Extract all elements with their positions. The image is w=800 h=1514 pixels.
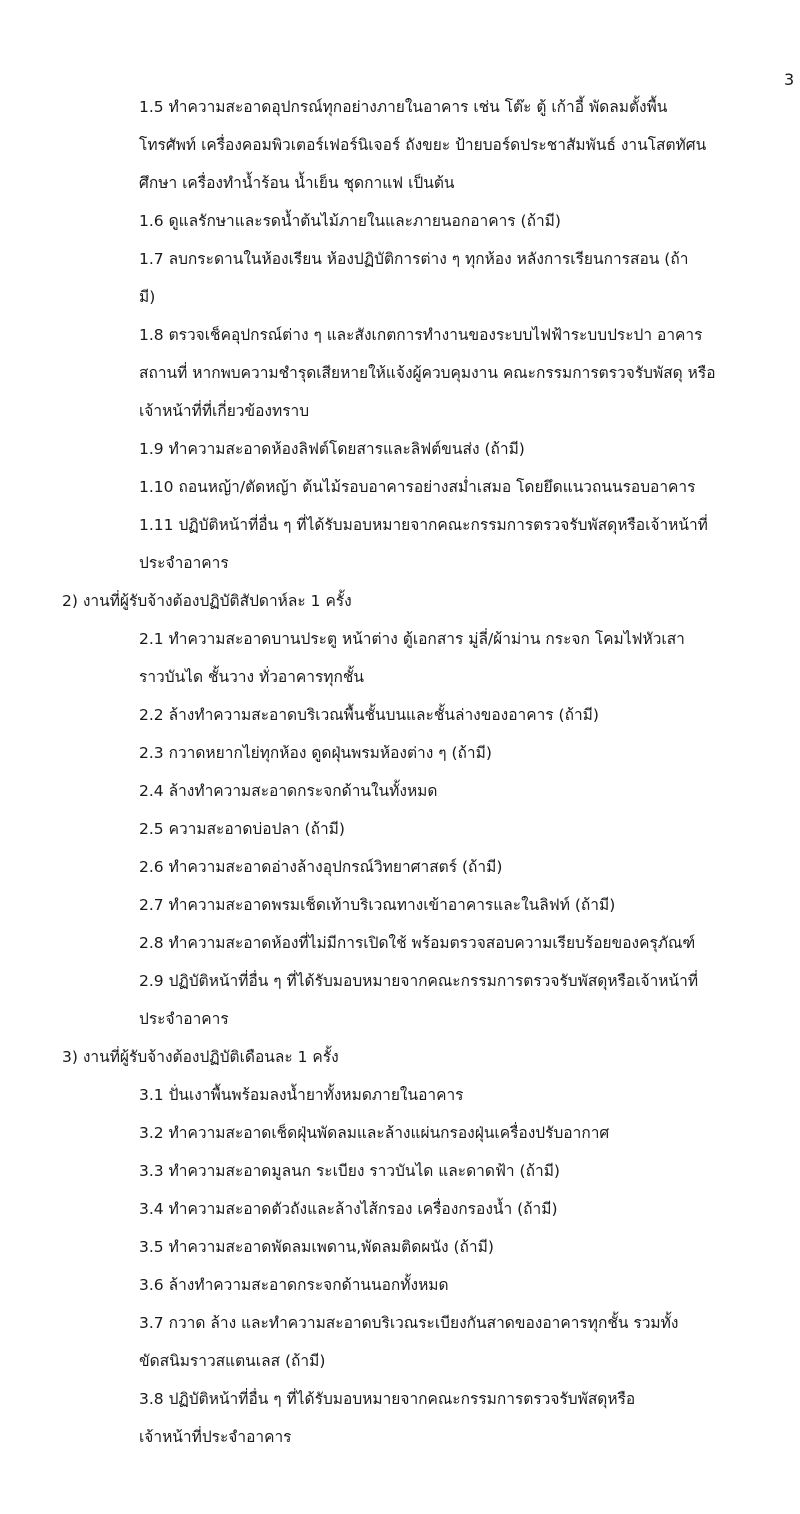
text-line: ศึกษา เครื่องทำน้ำร้อน น้ำเย็น ชุดกาแฟ เป็นต้น [139, 174, 455, 192]
text-line: มี) [139, 288, 156, 306]
text-line: 2.9 ปฏิบัติหน้าที่อื่น ๆ ที่ได้รับมอบหมายจากคณะกรรมการตรวจรับพัสดุหรือเจ้าหน้าที่ [139, 972, 699, 990]
text-line: ประจำอาคาร [139, 554, 229, 572]
item-1-9: 1.9 ทำความสะอาดห้องลิฟต์โดยสารและลิฟต์ขนส่ง (ถ้ามี) [139, 440, 525, 458]
text-line: เจ้าหน้าที่ที่เกี่ยวข้องทราบ [139, 402, 310, 420]
item-1-6: 1.6 ดูแลรักษาและรดน้ำต้นไม้ภายในและภายนอกอาคาร (ถ้ามี) [139, 212, 561, 230]
item-3-5: 3.5 ทำความสะอาดพัดลมเพดาน,พัดลมติดผนัง (ถ้ามี) [139, 1238, 494, 1256]
text-line: ประจำอาคาร [139, 1010, 229, 1028]
item-2-3: 2.3 กวาดหยากไย่ทุกห้อง ดูดฝุ่นพรมห้องต่าง ๆ (ถ้ามี) [139, 744, 492, 762]
item-2-7: 2.7 ทำความสะอาดพรมเช็ดเท้าบริเวณทางเข้าอาคารและในลิฟท์ (ถ้ามี) [139, 896, 616, 914]
item-3-6: 3.6 ล้างทำความสะอาดกระจกด้านนอกทั้งหมด [139, 1276, 449, 1294]
item-2-5: 2.5 ความสะอาดบ่อปลา (ถ้ามี) [139, 820, 345, 838]
item-3-3: 3.3 ทำความสะอาดมูลนก ระเบียง ราวบันได และดาดฟ้า (ถ้ามี) [139, 1162, 560, 1180]
section-heading-3: 3) งานที่ผู้รับจ้างต้องปฏิบัติเดือนละ 1 ครั้ง [62, 1048, 339, 1066]
text-line: ขัดสนิมราวสแตนเลส (ถ้ามี) [139, 1352, 326, 1370]
item-2-6: 2.6 ทำความสะอาดอ่างล้างอุปกรณ์วิทยาศาสตร์ (ถ้ามี) [139, 858, 503, 876]
page-number: 3 [784, 70, 795, 89]
text-line: เจ้าหน้าที่ประจำอาคาร [139, 1428, 292, 1446]
text-line: สถานที่ หากพบความชำรุดเสียหายให้แจ้งผู้ควบคุมงาน คณะกรรมการตรวจรับพัสดุ หรือ [139, 364, 716, 382]
text-line: 1.7 ลบกระดานในห้องเรียน ห้องปฏิบัติการต่าง ๆ ทุกห้อง หลังการเรียนการสอน (ถ้า [139, 250, 689, 268]
item-3-1: 3.1 ปั่นเงาพื้นพร้อมลงน้ำยาทั้งหมดภายในอาคาร [139, 1086, 464, 1104]
text-line: ราวบันได ชั้นวาง ทั่วอาคารทุกชั้น [139, 668, 365, 686]
item-3-2: 3.2 ทำความสะอาดเช็ดฝุ่นพัดลมและล้างแผ่นกรองฝุ่นเครื่องปรับอากาศ [139, 1124, 610, 1142]
text-line: 3.8 ปฏิบัติหน้าที่อื่น ๆ ที่ได้รับมอบหมายจากคณะกรรมการตรวจรับพัสดุหรือ [139, 1390, 636, 1408]
text-line: 1.8 ตรวจเช็คอุปกรณ์ต่าง ๆ และสังเกตการทำงานของระบบไฟฟ้าระบบประปา อาคาร [139, 326, 703, 344]
text-line: โทรศัพท์ เครื่องคอมพิวเตอร์เฟอร์นิเจอร์ ถังขยะ ป้ายบอร์ดประชาสัมพันธ์ งานโสตทัศน [139, 136, 707, 154]
item-2-8: 2.8 ทำความสะอาดห้องที่ไม่มีการเปิดใช้ พร้อมตรวจสอบความเรียบร้อยของครุภัณฑ์ [139, 934, 696, 952]
text-line: 2.1 ทำความสะอาดบานประตู หน้าต่าง ตู้เอกสาร มู่ลี่/ผ้าม่าน กระจก โคมไฟหัวเสา [139, 630, 685, 648]
item-1-10: 1.10 ถอนหญ้า/ตัดหญ้า ต้นไม้รอบอาคารอย่างสม่ำเสมอ โดยยึดแนวถนนรอบอาคาร [139, 478, 696, 496]
item-3-4: 3.4 ทำความสะอาดตัวถังและล้างไส้กรอง เครื่องกรองน้ำ (ถ้ามี) [139, 1200, 558, 1218]
text-line: 1.11 ปฏิบัติหน้าที่อื่น ๆ ที่ได้รับมอบหมายจากคณะกรรมการตรวจรับพัสดุหรือเจ้าหน้าที่ [139, 516, 708, 534]
text-line: 1.5 ทำความสะอาดอุปกรณ์ทุกอย่างภายในอาคาร เช่น โต๊ะ ตู้ เก้าอี้ พัดลมตั้งพื้น [139, 98, 668, 116]
text-line: 3.7 กวาด ล้าง และทำความสะอาดบริเวณระเบียงกันสาดของอาคารทุกชั้น รวมทั้ง [139, 1314, 679, 1332]
section-heading-2: 2) งานที่ผู้รับจ้างต้องปฏิบัติสัปดาห์ละ 1 ครั้ง [62, 592, 352, 610]
item-2-2: 2.2 ล้างทำความสะอาดบริเวณพื้นชั้นบนและชั้นล่างของอาคาร (ถ้ามี) [139, 706, 599, 724]
item-2-4: 2.4 ล้างทำความสะอาดกระจกด้านในทั้งหมด [139, 782, 438, 800]
